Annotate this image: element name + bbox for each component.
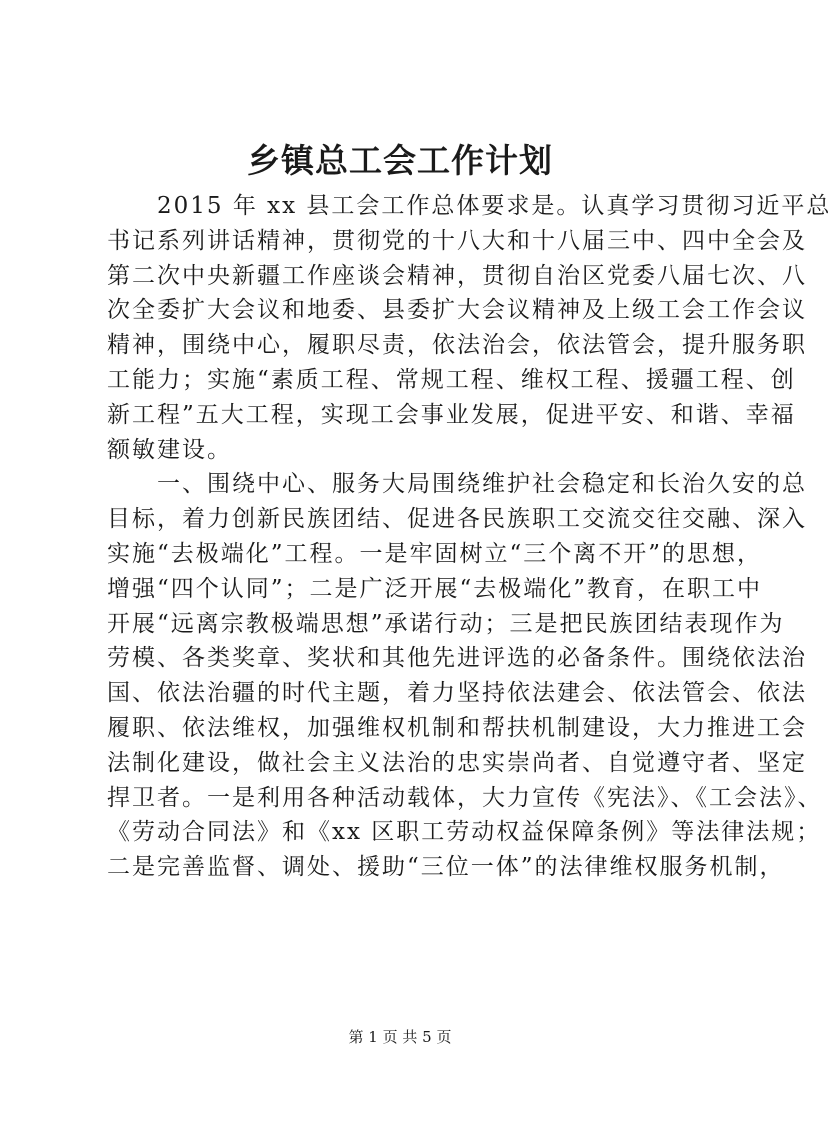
text-line: 捍卫者。一是利用各种活动载体，大力宣传《宪法》、《工会法》、 (107, 784, 823, 811)
text-line: 开展“远离宗教极端思想”承诺行动；三是把民族团结表现作为 (107, 610, 785, 637)
text-line: 增强“四个认同”；二是广泛开展“去极端化”教育，在职工中 (107, 575, 763, 602)
page-footer: 第 1 页 共 5 页 (348, 1028, 452, 1046)
text-line: 《劳动合同法》和《xx 区职工劳动权益保障条例》等法律法规； (107, 819, 822, 846)
text-line: 次全委扩大会议和地委、县委扩大会议精神及上级工会工作会议 (107, 297, 807, 324)
text-line: 二是完善监督、调处、援助“三位一体”的法律维权服务机制， (107, 854, 785, 881)
page-title: 乡镇总工会工作计划 (247, 141, 553, 180)
text-line: 第二次中央新疆工作座谈会精神，贯彻自治区党委八届七次、八 (107, 262, 807, 289)
text-line: 一、围绕中心、服务大局围绕维护社会稳定和长治久安的总 (107, 471, 807, 498)
text-line: 新工程”五大工程，实现工会事业发展，促进平安、和谐、幸福 (107, 401, 796, 428)
text-line: 2015 年 xx 县工会工作总体要求是。认真学习贯彻习近平总 (107, 193, 831, 219)
text-line: 工能力；实施“素质工程、常规工程、维权工程、援疆工程、创 (107, 366, 796, 393)
text-line: 书记系列讲话精神，贯彻党的十八大和十八届三中、四中全会及 (107, 227, 807, 254)
text-line: 实施“去极端化”工程。一是牢固树立“三个离不开”的思想， (107, 540, 763, 567)
text-line: 国、依法治疆的时代主题，着力坚持依法建会、依法管会、依法 (107, 680, 807, 707)
text-line: 额敏建设。 (107, 436, 232, 463)
text-line: 精神，围绕中心，履职尽责，依法治会，依法管会，提升服务职 (107, 332, 807, 359)
text-line: 劳模、各类奖章、奖状和其他先进评选的必备条件。围绕依法治 (107, 645, 807, 672)
body-text (107, 189, 831, 885)
text-line: 履职、依法维权，加强维权机制和帮扶机制建设，大力推进工会 (107, 714, 807, 741)
text-line: 目标，着力创新民族团结、促进各民族职工交流交往交融、深入 (107, 506, 807, 533)
text-line: 法制化建设，做社会主义法治的忠实崇尚者、自觉遵守者、坚定 (107, 749, 807, 776)
